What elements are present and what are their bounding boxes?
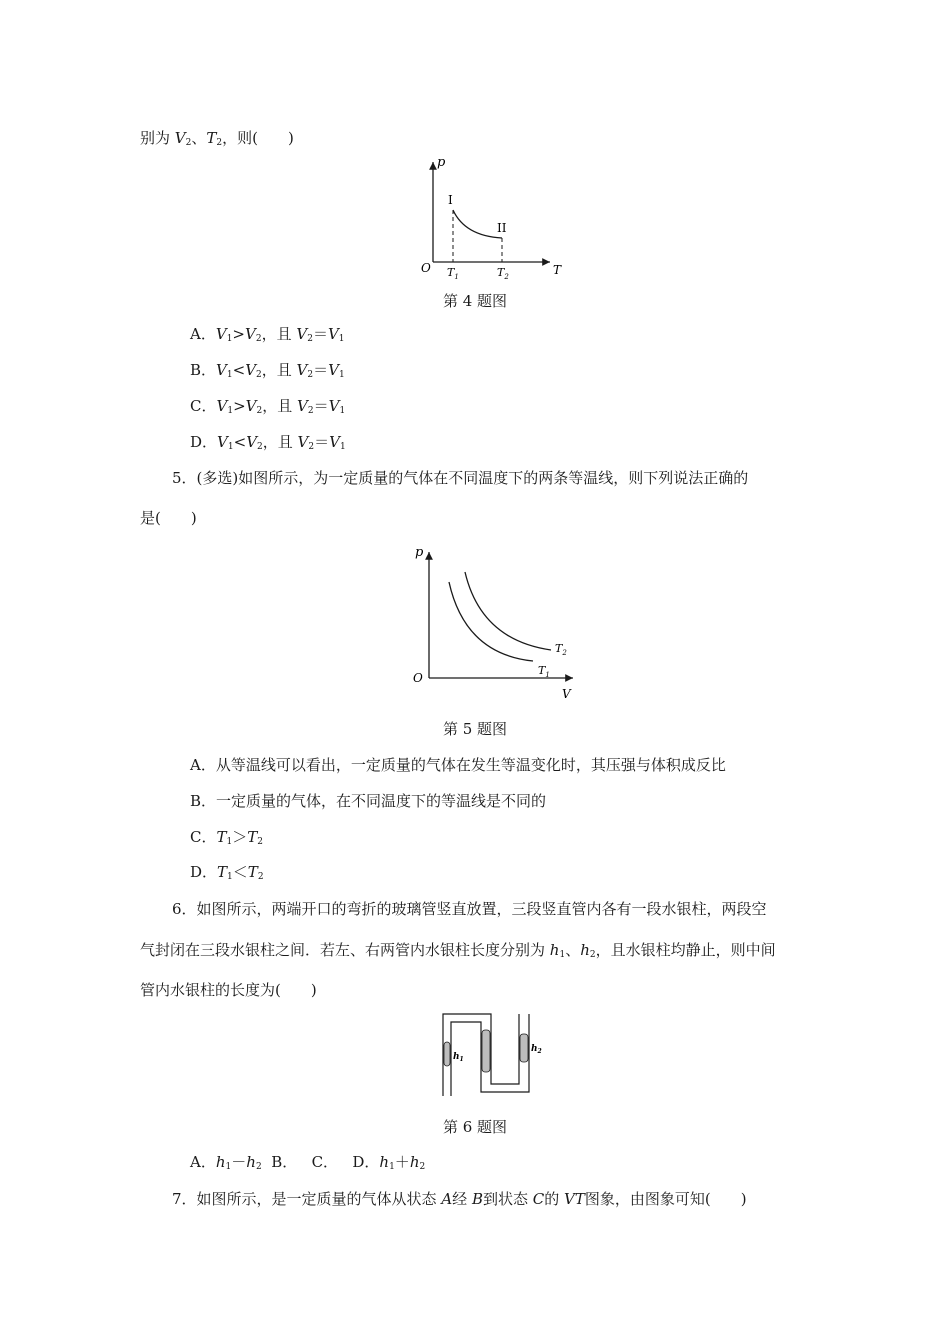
q4-option-c: C．$V_1>V_2$，且 $V_2=V_1$ bbox=[190, 397, 346, 416]
q4-isochoric-curve bbox=[453, 210, 502, 238]
q5-option-c: C．$T_1>T_2$ bbox=[190, 828, 263, 847]
q5-option-b: B．一定质量的气体，在不同温度下的等温线是不同的 bbox=[190, 792, 547, 810]
q6-mercury-left bbox=[444, 1042, 450, 1066]
q4-intro-line: 别为 $V_2$、$T_2$，则( ) bbox=[140, 129, 294, 148]
q4-pt-diagram bbox=[410, 152, 590, 282]
q6-caption: 第 6 题图 bbox=[442, 1118, 508, 1136]
q6-options: A．$h_1-h_2$ B． C． D．$h_1+h_2$ bbox=[190, 1153, 426, 1172]
q6-label-h2: $h_2$ bbox=[531, 1044, 542, 1055]
q6-glass-tube-diagram bbox=[435, 1012, 565, 1102]
q4-state-1-label: I bbox=[448, 193, 453, 207]
q4-option-a: A．$V_1>V_2$，且 $V_2=V_1$ bbox=[190, 325, 345, 344]
q5-option-d: D．$T_1<T_2$ bbox=[190, 863, 264, 882]
q5-origin-label: O bbox=[413, 671, 423, 685]
q6-mercury-right bbox=[520, 1034, 528, 1062]
q6-mercury-middle bbox=[482, 1030, 490, 1072]
q7-stem-line: 7．如图所示，是一定质量的气体从状态 A经 B到状态 C的 VT图象，由图象可知( ) bbox=[172, 1190, 747, 1208]
q6-stem-line-1: 6．如图所示，两端开口的弯折的玻璃管竖直放置，三段竖直管内各有一段水银柱，两段空 bbox=[172, 900, 767, 918]
q4-axis-p-label: p bbox=[437, 155, 446, 170]
q4-state-2-label: II bbox=[497, 221, 507, 235]
q4-caption: 第 4 题图 bbox=[442, 292, 508, 310]
q5-stem-line-2: 是( ) bbox=[140, 509, 197, 527]
q4-option-b: B．$V_1<V_2$，且 $V_2=V_1$ bbox=[190, 361, 345, 380]
q6-label-h1: $h_1$ bbox=[453, 1052, 464, 1063]
q5-pv-diagram bbox=[405, 540, 585, 700]
q4-tick-t1: $T_1$ bbox=[447, 266, 459, 281]
q5-caption: 第 5 题图 bbox=[442, 720, 508, 738]
q6-stem-line-2: 气封闭在三段水银柱之间．若左、右两管内水银柱长度分别为 $h_1$、$h_2$，且水银柱均静止，则中间 bbox=[140, 941, 776, 960]
q4-axis-t-label: T bbox=[553, 263, 562, 277]
q4-origin-label: O bbox=[421, 261, 431, 275]
q6-stem-line-3: 管内水银柱的长度为( ) bbox=[140, 981, 317, 999]
q5-curve-lower-label: $T_1$ bbox=[538, 664, 550, 679]
q5-axis-v-label: V bbox=[562, 687, 571, 701]
q5-option-a: A．从等温线可以看出，一定质量的气体在发生等温变化时，其压强与体积成反比 bbox=[190, 756, 726, 774]
q5-stem-line-1: 5．(多选)如图所示，为一定质量的气体在不同温度下的两条等温线，则下列说法正确的 bbox=[172, 469, 749, 487]
q4-tick-t2: $T_2$ bbox=[497, 266, 509, 281]
q5-axis-p-label: p bbox=[415, 545, 424, 560]
q4-option-d: D．$V_1<V_2$，且 $V_2=V_1$ bbox=[190, 433, 346, 452]
q5-curve-upper-label: $T_2$ bbox=[555, 642, 567, 657]
